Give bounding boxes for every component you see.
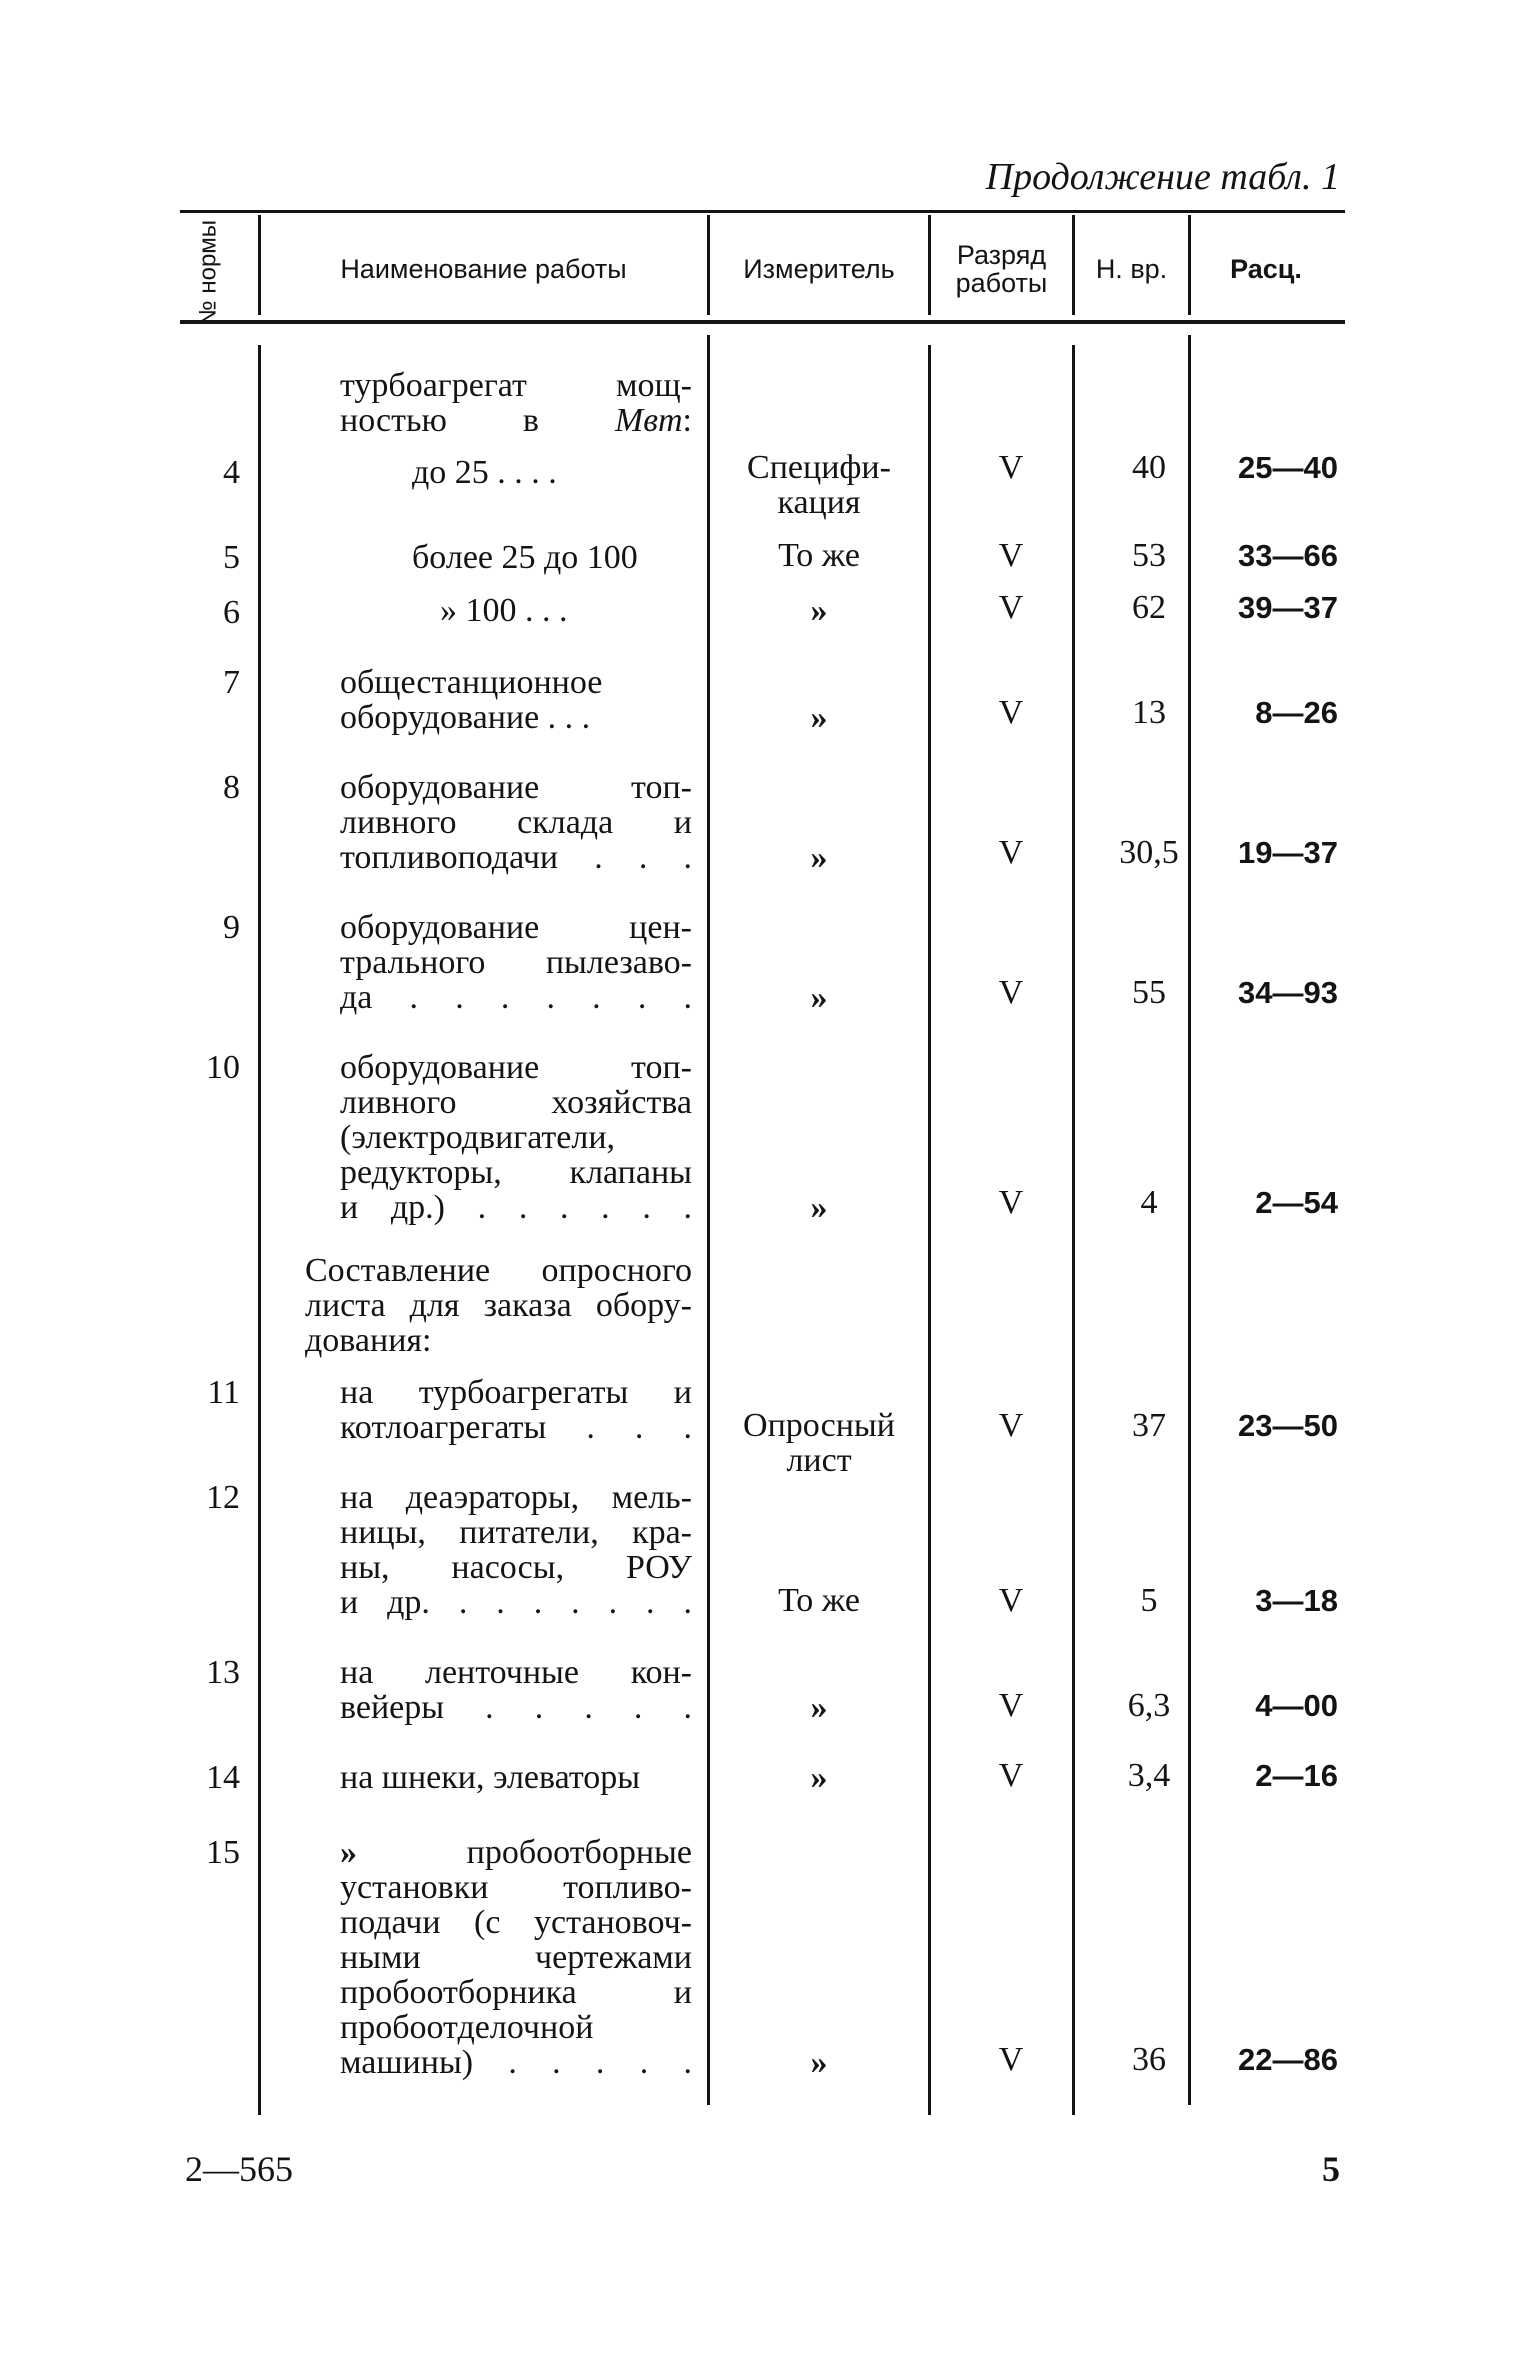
- table-row-rate: 39—37: [1238, 590, 1338, 625]
- col-divider-2-body: [707, 335, 710, 2105]
- footer-code: 2—565: [185, 2149, 293, 2189]
- table-row-name: оборудование топ- ливного склада и топливоподачи . . .: [340, 769, 692, 876]
- table-row-hours: 40: [1132, 449, 1166, 486]
- table-row-grade: V: [998, 1184, 1024, 1221]
- table-row-grade: V: [998, 1582, 1024, 1619]
- table-row-number: 10: [206, 1049, 240, 1086]
- table-row-hours: 5: [1140, 1582, 1158, 1619]
- table-row-unit: То же: [778, 1582, 860, 1619]
- table-row-hours: 55: [1132, 974, 1166, 1011]
- table-row-rate: 22—86: [1238, 2042, 1338, 2077]
- header-rate: Расц.: [1230, 253, 1302, 284]
- table-row-hours: 36: [1132, 2041, 1166, 2078]
- table-row-number: 15: [206, 1834, 240, 1871]
- table-row-unit: Специфи- кация: [747, 449, 891, 521]
- table-row-number: 13: [206, 1654, 240, 1691]
- table-row-number: 11: [207, 1374, 240, 1411]
- table-row-grade: V: [998, 834, 1024, 871]
- table-row-number: 4: [223, 454, 240, 491]
- table-row-name: оборудование цен- трального пылезаво- да . . . . . . .: [340, 909, 692, 1016]
- table-row-hours: 3,4: [1127, 1757, 1171, 1794]
- table-row-name: до 25 . . . .: [412, 454, 557, 491]
- table-row-number: 9: [223, 909, 240, 946]
- table-row-rate: 33—66: [1238, 538, 1338, 573]
- table-row-rate: 2—54: [1255, 1185, 1338, 1220]
- table-row-number: 14: [206, 1759, 240, 1796]
- table-row-name: » пробоотборные установки топливо- подачи (с установоч- ными чертежами пробоотборника и пробоотделочной машины) . . . . .: [340, 1834, 692, 2081]
- table-row-rate: 19—37: [1238, 835, 1338, 870]
- table-row-grade: V: [998, 2041, 1024, 2078]
- table-row-grade: V: [998, 1407, 1024, 1444]
- table-row-grade: V: [998, 537, 1024, 574]
- table-row-unit: »: [810, 839, 828, 876]
- table-row-name: общестанционное оборудование . . .: [340, 664, 603, 736]
- table-row-rate: 23—50: [1238, 1408, 1338, 1443]
- table-row-rate: 4—00: [1255, 1688, 1338, 1723]
- table-row-unit: Опросный лист: [743, 1407, 895, 1479]
- table-row-unit: »: [810, 699, 828, 736]
- header-grade: Разряд работы: [955, 239, 1048, 298]
- table-row-hours: 37: [1132, 1407, 1166, 1444]
- table-row-hours: 30,5: [1119, 834, 1179, 871]
- table-row-grade: V: [998, 589, 1024, 626]
- table-row-unit: »: [810, 2044, 828, 2081]
- table-row-name: » 100 . . .: [440, 592, 568, 629]
- table-row-hours: 4: [1140, 1184, 1158, 1221]
- table-row-unit: »: [810, 592, 828, 629]
- table-row-number: 7: [223, 664, 240, 701]
- header-name: Наименование работы: [340, 253, 627, 284]
- table-row-name: на турбоагрегаты и котлоагрегаты . . .: [340, 1374, 692, 1446]
- table-row-rate: 25—40: [1238, 450, 1338, 485]
- table-row-unit: То же: [778, 537, 860, 574]
- header-unit: Измеритель: [743, 253, 895, 284]
- table-row-grade: V: [998, 974, 1024, 1011]
- table-top-rule: [180, 210, 1345, 213]
- table-row-number: 12: [206, 1479, 240, 1516]
- col-divider-1-body: [258, 345, 261, 2115]
- table-row-unit: »: [810, 1759, 828, 1796]
- table-row-unit: »: [810, 1189, 828, 1226]
- table-row-hours: 53: [1132, 537, 1166, 574]
- table-row-rate: 3—18: [1255, 1583, 1338, 1618]
- header-number: № нормы: [194, 219, 222, 327]
- table-row-name: более 25 до 100: [412, 539, 638, 576]
- section-heading: Составление опросного листа для заказа обору- дования:: [305, 1252, 692, 1359]
- table-row-grade: V: [998, 1757, 1024, 1794]
- table-row-name: на ленточные кон- вейеры . . . . .: [340, 1654, 692, 1726]
- table-row-hours: 6,3: [1127, 1687, 1171, 1724]
- table-row-rate: 2—16: [1255, 1758, 1338, 1793]
- table-row-unit: »: [810, 979, 828, 1016]
- table-row-hours: 13: [1132, 694, 1166, 731]
- table-row-rate: 34—93: [1238, 975, 1338, 1010]
- table-row-grade: V: [998, 449, 1024, 486]
- table-row-grade: V: [998, 694, 1024, 731]
- table-row-name: на шнеки, элеваторы: [340, 1759, 641, 1796]
- header-hours: Н. вр.: [1095, 253, 1168, 284]
- continuation-label: Продолжение табл. 1: [985, 156, 1340, 198]
- table-row-number: 6: [223, 594, 240, 631]
- table-row-unit: »: [810, 1689, 828, 1726]
- table-row-grade: V: [998, 1687, 1024, 1724]
- table-row-name: на деаэраторы, мель- ницы, питатели, кра- ны, насосы, РОУ и др. . . . . . . .: [340, 1479, 692, 1621]
- table-row-hours: 62: [1132, 589, 1166, 626]
- table-row-name: оборудование топ- ливного хозяйства (электродвигатели, редукторы, клапаны и др.) . . . . . .: [340, 1049, 692, 1226]
- table-row-rate: 8—26: [1255, 695, 1338, 730]
- table-row-number: 5: [223, 539, 240, 576]
- table-row-number: 8: [223, 769, 240, 806]
- table-row-intro-name: турбоагрегат мощ- ностью в Мвт:: [340, 367, 692, 439]
- page-number: 5: [1322, 2149, 1340, 2189]
